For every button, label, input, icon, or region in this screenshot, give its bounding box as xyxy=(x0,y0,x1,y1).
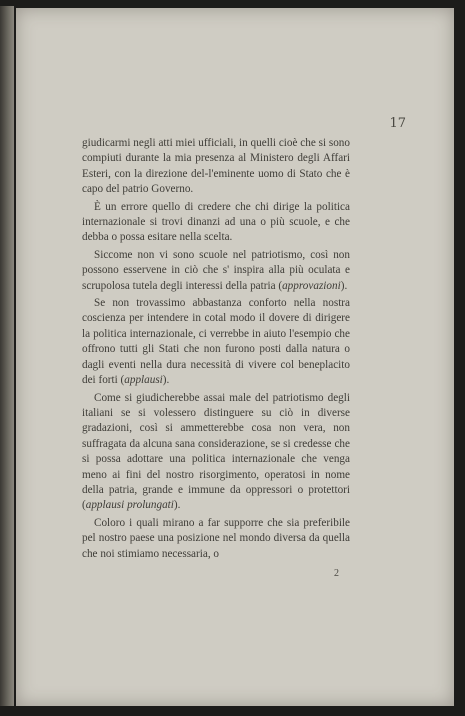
text-run: Siccome non vi sono scuole nel patriotismo, così non possono esservene in ciò che s' inspira alla più oculata e scrupolosa tutela degli interessi della patria ( xyxy=(82,248,350,292)
italic-annotation: approvazioni xyxy=(282,279,341,292)
text-run: Coloro i quali mirano a far supporre che sia preferibile pel nostro paese una posizione nel mondo diversa da quella che noi stimiamo necessaria, o xyxy=(82,516,350,560)
book-page xyxy=(16,8,454,706)
body-text xyxy=(82,136,350,564)
paragraph xyxy=(82,296,350,388)
italic-annotation: applausi prolungati xyxy=(85,499,174,512)
text-run: giudicarmi negli atti miei ufficiali, in quelli cioè che si sono compiuti durante la mia presenza al Ministero degli Affari Esteri, con la direzione del-l'eminente uomo di Stato che è capo del patrio Governo. xyxy=(82,137,350,196)
paragraph xyxy=(82,516,350,562)
text-run: È un errore quello di credere che chi dirige la politica internazionale si trovi dinanzi ad una o più scuole, e che debba o possa esitare nella scelta. xyxy=(82,200,350,244)
text-run: Come si giudicherebbe assai male del patriotismo degli italiani se si volessero distinguere su ciò in diverse gradazioni, così si ammetterebbe cosa non vera, non suffragata da alcuna sana considerazione, se si credesse che si possa adottare una politica internazionale che venga meno ai fini del nostro risorgimento, operatosi in nome della patria, grande e immune da oppressori o protettori ( xyxy=(82,391,350,512)
text-run: Se non trovassimo abbastanza conforto nella nostra coscienza per intendere in cotal modo il dovere di dirigere la politica internazionale, ci verrebbe in aiuto l'esempio che offrono tutti gli Stati che non furono posti dalla natura o dagli eventi nella dura necessità di vivere col beneplacito dei forti ( xyxy=(82,297,350,387)
paragraph xyxy=(82,200,350,246)
signature-mark: 2 xyxy=(334,568,339,579)
left-page-edge xyxy=(0,6,14,706)
paragraph xyxy=(82,391,350,514)
text-run: ). xyxy=(162,374,170,387)
paragraph xyxy=(82,136,350,198)
text-run: ). xyxy=(173,499,181,512)
text-run: ). xyxy=(340,279,348,292)
paragraph xyxy=(82,248,350,294)
italic-annotation: applausi xyxy=(124,374,163,387)
page-number: 17 xyxy=(389,116,406,131)
